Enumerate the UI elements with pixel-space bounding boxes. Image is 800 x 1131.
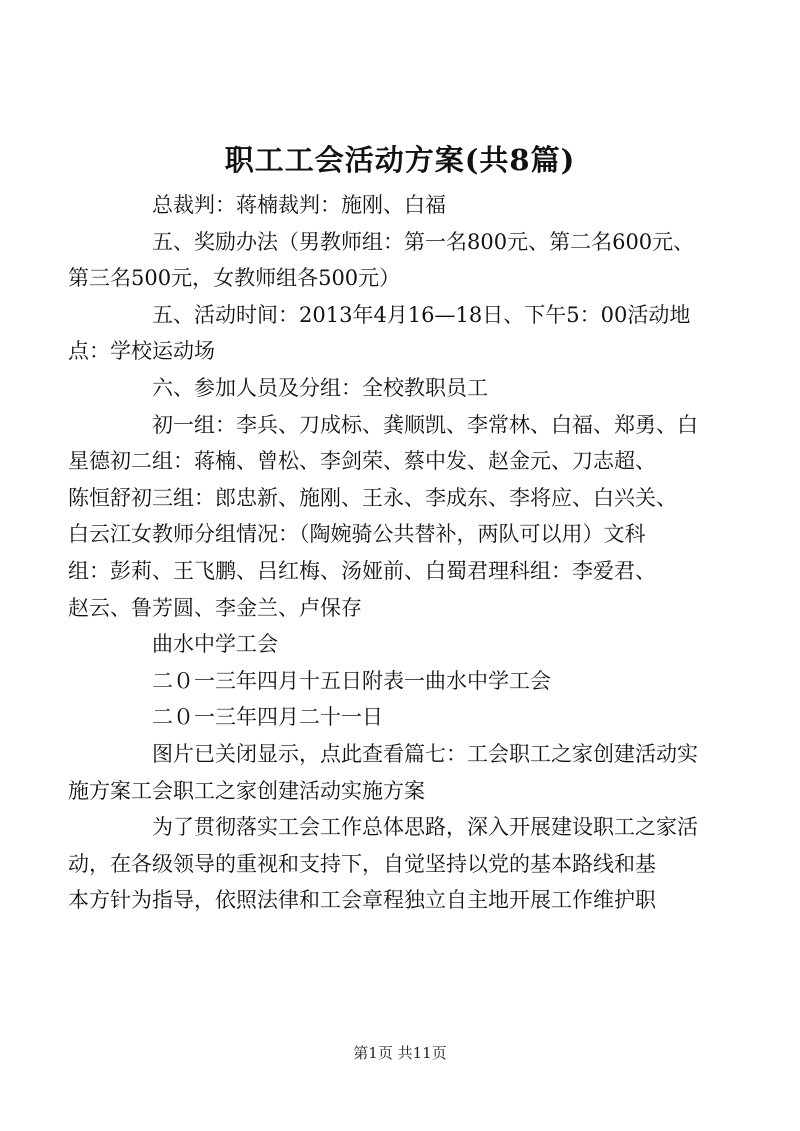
paragraph-line: 六、参加人员及分组：全校教职员工 — [152, 375, 488, 400]
paragraph-line: 组：彭莉、王飞鹏、吕红梅、汤娅前、白蜀君理科组：李爱君、 — [68, 558, 656, 583]
paragraph-line: 图片已关闭显示，点此查看篇七：工会职工之家创建活动实 — [152, 741, 698, 766]
paragraph-line: 第三名500元，女教师组各500元） — [68, 266, 401, 291]
paragraph-line: 本方针为指导，依照法律和工会章程独立自主地开展工作维护职 — [68, 888, 656, 913]
paragraph-line: 点：学校运动场 — [68, 339, 215, 364]
paragraph-line: 陈恒舒初三组：郎忠新、施刚、王永、李成东、李将应、白兴关、 — [68, 485, 677, 510]
paragraph-line: 二０一三年四月二十一日 — [152, 705, 383, 730]
paragraph-line: 曲水中学工会 — [152, 632, 278, 657]
paragraph — [110, 370, 716, 407]
paragraph-line: 总裁判：蒋楠裁判：施刚、白福 — [152, 193, 446, 217]
paragraph-line: 星德初二组：蒋楠、曾松、李剑荣、蔡中发、赵金元、刀志超、 — [68, 449, 656, 474]
paragraph — [68, 224, 716, 297]
document-title: 职工工会活动方案(共8篇) — [224, 143, 576, 177]
paragraph — [68, 407, 716, 627]
document-body — [68, 187, 716, 919]
paragraph — [110, 699, 716, 736]
paragraph — [68, 736, 716, 809]
paragraph-line: 为了贯彻落实工会工作总体思路，深入开展建设职工之家活 — [152, 815, 698, 840]
paragraph-line: 初一组：李兵、刀成标、龚顺凯、李常林、白福、郑勇、白 — [152, 412, 698, 437]
paragraph-line: 五、活动时间：2013年4月16—18日、下午5：00活动地 — [152, 302, 691, 327]
paragraph — [110, 626, 716, 663]
paragraph-line: 白云江女教师分组情况：（陶婉骑公共替补，两队可以用）文科 — [68, 522, 646, 547]
paragraph — [68, 809, 716, 919]
paragraph-line: 二０一三年四月十五日附表一曲水中学工会 — [152, 668, 551, 693]
paragraph — [68, 297, 716, 370]
paragraph-line: 动，在各级领导的重视和支持下，自觉坚持以党的基本路线和基 — [68, 851, 656, 876]
paragraph — [110, 187, 716, 224]
paragraph-line: 施方案工会职工之家创建活动实施方案 — [68, 778, 425, 803]
paragraph — [110, 663, 716, 700]
page-footer: 第1页 共11页 — [353, 1044, 447, 1062]
paragraph-line: 五、奖励办法（男教师组：第一名800元、第二名600元、 — [152, 229, 695, 254]
paragraph-line: 赵云、鲁芳圆、李金兰、卢保存 — [68, 595, 362, 620]
